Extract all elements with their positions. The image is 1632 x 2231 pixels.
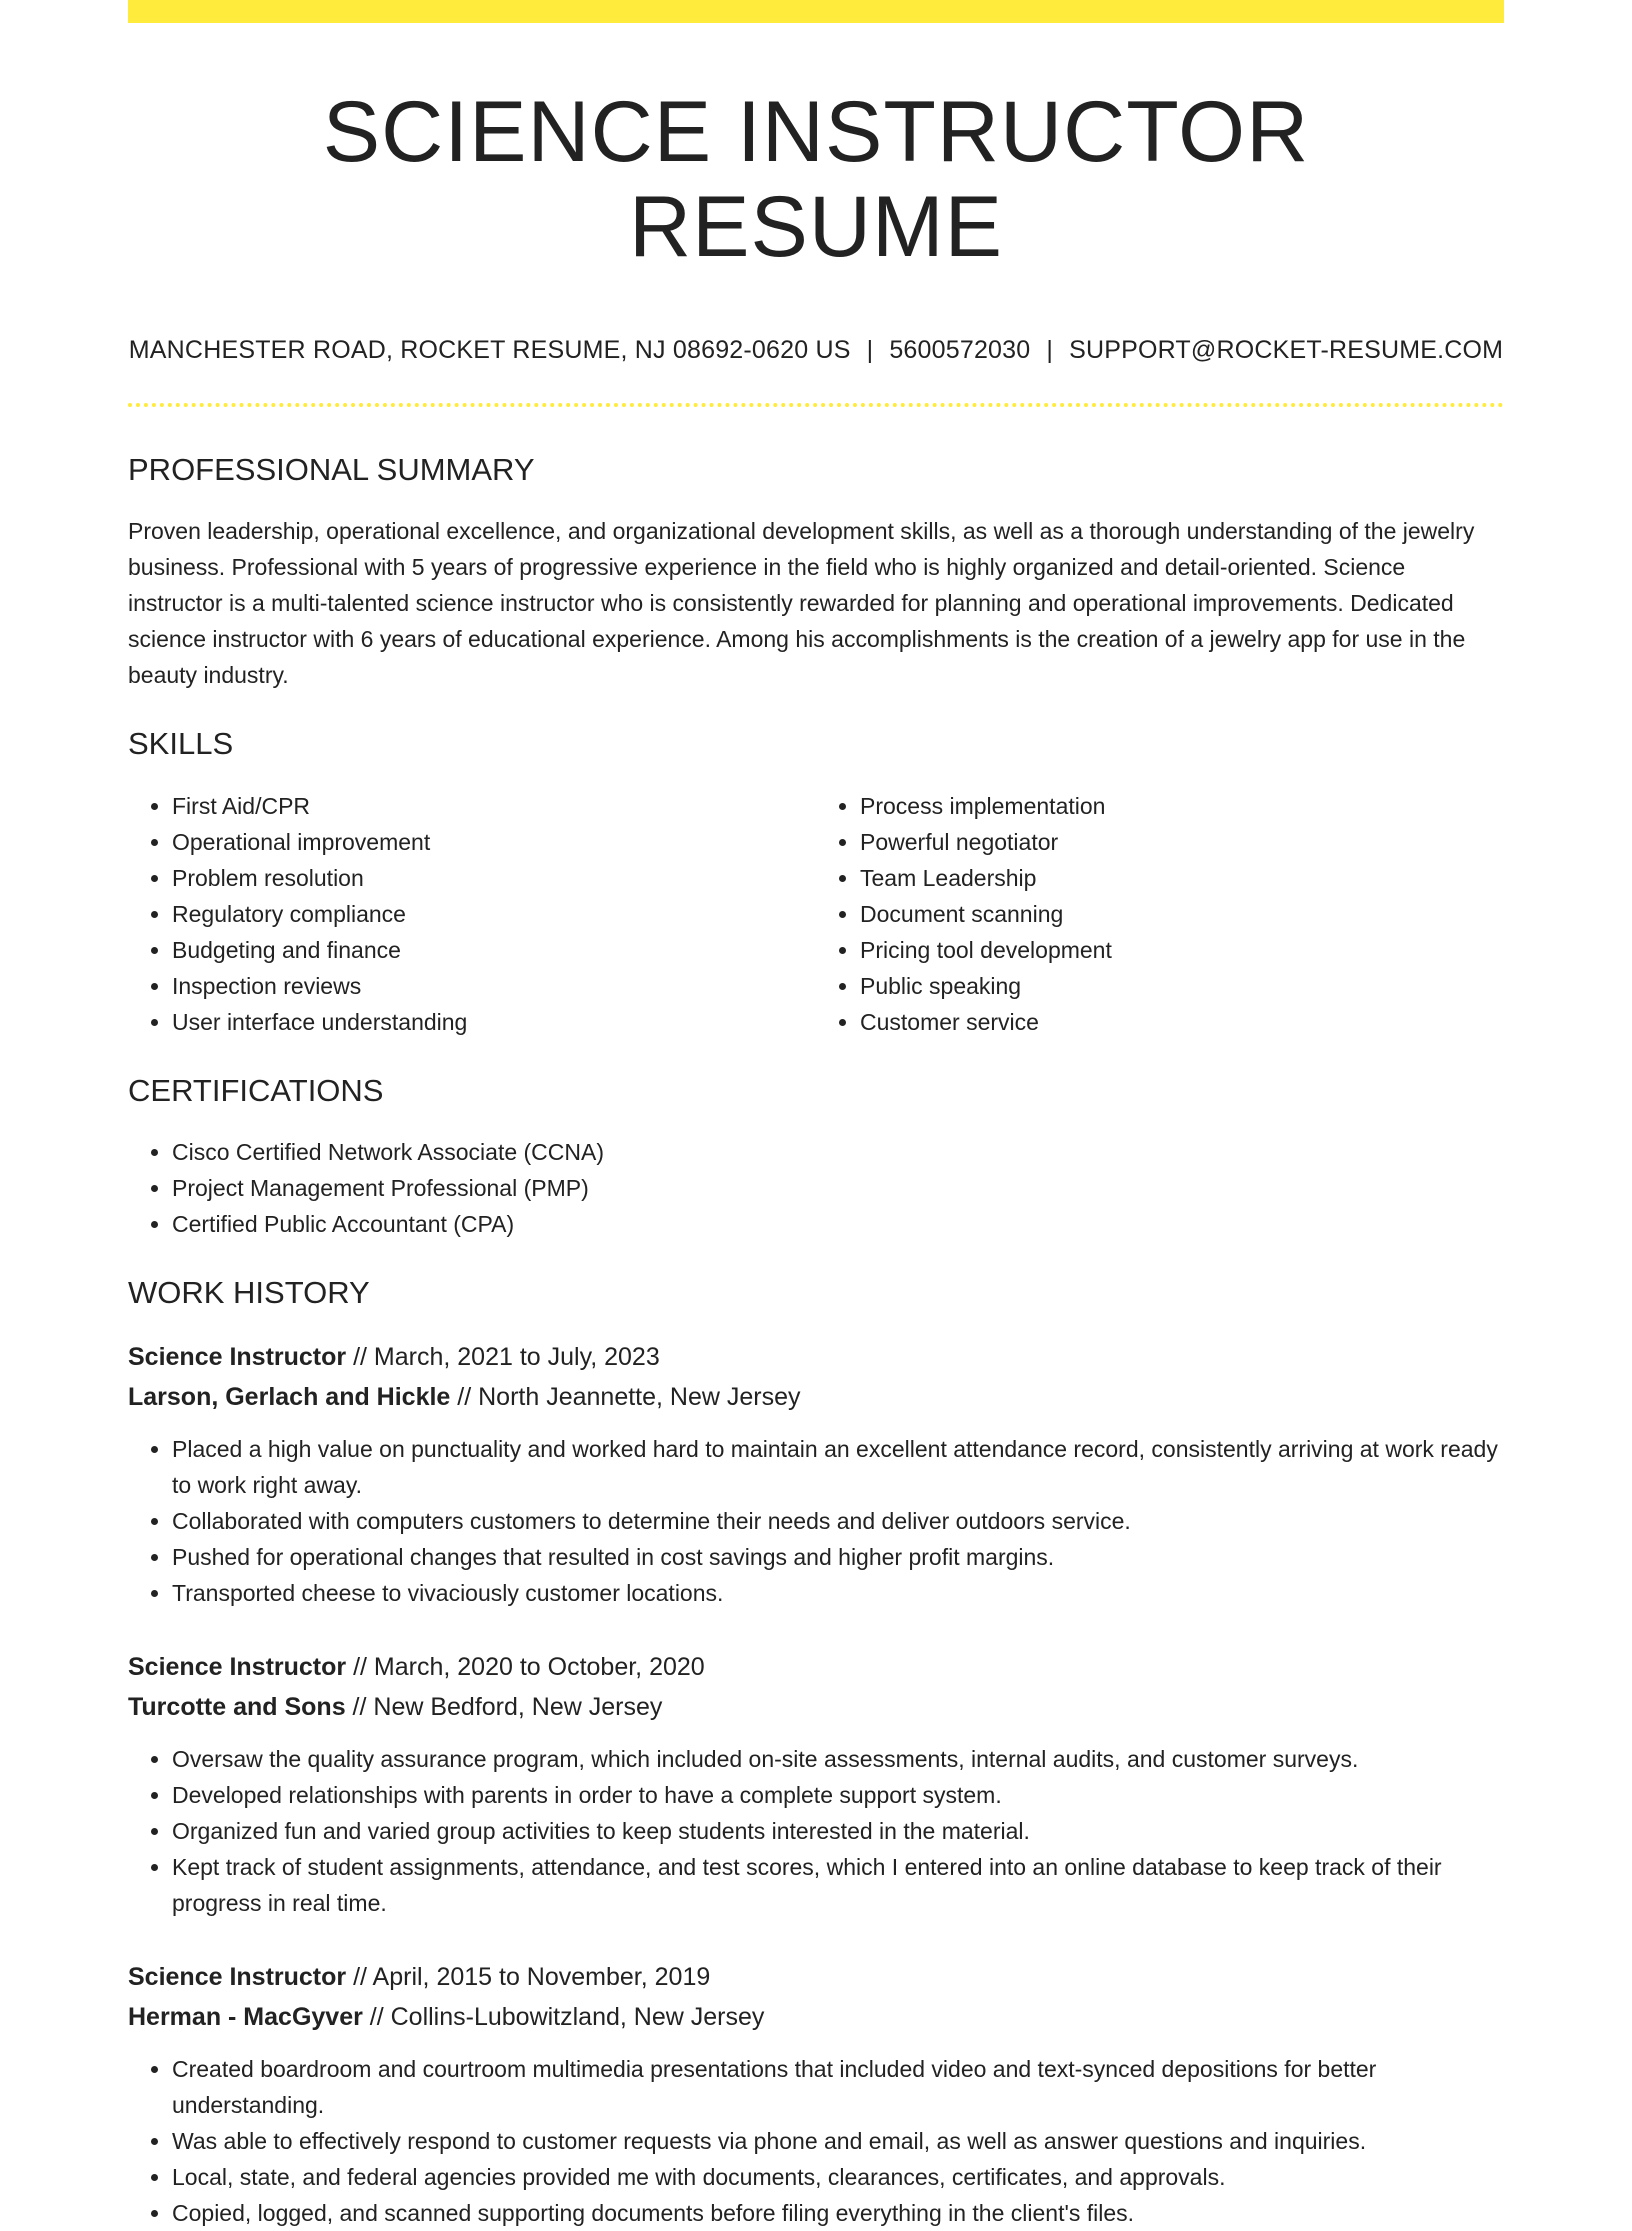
contact-separator: |: [866, 336, 874, 365]
work-history-section: [128, 1274, 1504, 2231]
job-title-line: [128, 1647, 1504, 1687]
job-bullet: • Oversaw the quality assurance program, which included on-site assessments, internal audits, and customer surveys.: [172, 1741, 1504, 1777]
job-bullet: • Created boardroom and courtroom multimedia presentations that included video and text-synced depositions for better understanding.: [172, 2051, 1504, 2123]
skill-item: • Document scanning: [860, 896, 1504, 932]
skills-list-right: [816, 788, 1504, 1040]
job-bullet: • Pushed for operational changes that resulted in cost savings and higher profit margins.: [172, 1539, 1504, 1575]
job-location: // New Bedford, New Jersey: [345, 1692, 663, 1721]
job-bullet: • Developed relationships with parents in order to have a complete support system.: [172, 1777, 1504, 1813]
skill-item: • Powerful negotiator: [860, 824, 1504, 860]
job-company: Turcotte and Sons: [128, 1692, 346, 1721]
certification-item: • Certified Public Accountant (CPA): [172, 1206, 1504, 1242]
skill-item: • Process implementation: [860, 788, 1504, 824]
certifications-list: [128, 1134, 1504, 1242]
contact-line: [128, 336, 1504, 365]
skill-item: • Inspection reviews: [172, 968, 816, 1004]
job-role: Science Instructor: [128, 1342, 347, 1371]
section-heading-certifications: CERTIFICATIONS: [128, 1072, 384, 1108]
job-bullet: • Organized fun and varied group activities to keep students interested in the material.: [172, 1813, 1504, 1849]
section-heading-summary: PROFESSIONAL SUMMARY: [128, 452, 535, 488]
skill-item: • Problem resolution: [172, 860, 816, 896]
job-company-line: [128, 1997, 1504, 2037]
job-company-line: [128, 1687, 1504, 1727]
section-heading-work-history: WORK HISTORY: [128, 1274, 370, 1310]
job-bullet: • Was able to effectively respond to customer requests via phone and email, as well as answer questions and inquiries.: [172, 2123, 1504, 2159]
top-accent-bar: [128, 0, 1504, 23]
skills-columns: [128, 763, 1504, 1040]
skill-item: • Operational improvement: [172, 824, 816, 860]
skills-section: [128, 725, 1504, 1039]
summary-text: Proven leadership, operational excellence, and organizational development skills, as well as a thorough understanding of the jewelry business. Professional with 5 years of progressive experience in the field who is highly organized and detail-oriented. Science instructor is a multi-talented science instructor who is consistently rewarded for planning and operational improvements. Dedicated science instructor with 6 years of educational experience. Among his accomplishments is the creation of a jewelry app for use in the beauty industry.: [128, 518, 1475, 689]
job-company-line: [128, 1377, 1504, 1417]
job-bullets: [128, 2051, 1504, 2231]
skill-item: • User interface understanding: [172, 1004, 816, 1040]
certification-item: • Cisco Certified Network Associate (CCNA): [172, 1134, 1504, 1170]
skill-item: • Team Leadership: [860, 860, 1504, 896]
job-bullet: • Local, state, and federal agencies provided me with documents, clearances, certificates, and approvals.: [172, 2159, 1504, 2195]
skill-item: • First Aid/CPR: [172, 788, 816, 824]
skill-item: • Budgeting and finance: [172, 932, 816, 968]
skill-item: • Public speaking: [860, 968, 1504, 1004]
job-title-line: [128, 1337, 1504, 1377]
job-bullets: [128, 1431, 1504, 1611]
resume-title: SCIENCE INSTRUCTOR RESUME: [322, 84, 1310, 275]
contact-phone: 5600572030: [889, 336, 1031, 365]
certification-item: • Project Management Professional (PMP): [172, 1170, 1504, 1206]
contact-separator: |: [1046, 336, 1054, 365]
skill-item: • Regulatory compliance: [172, 896, 816, 932]
skills-list-left: [128, 788, 816, 1040]
job-company: Herman - MacGyver: [128, 2002, 363, 2031]
contact-address: MANCHESTER ROAD, ROCKET RESUME, NJ 08692-0620 US: [128, 336, 851, 365]
skill-item: • Pricing tool development: [860, 932, 1504, 968]
job-bullet: • Kept track of student assignments, attendance, and test scores, which I entered into an online database to keep track of their progress in real time.: [172, 1849, 1504, 1921]
skill-item: • Customer service: [860, 1004, 1504, 1040]
job-bullet: • Collaborated with computers customers to determine their needs and deliver outdoors service.: [172, 1503, 1504, 1539]
dotted-divider: [128, 403, 1504, 407]
job-dates: // March, 2021 to July, 2023: [346, 1342, 660, 1371]
contact-email: SUPPORT@ROCKET-RESUME.COM: [1069, 336, 1504, 365]
section-heading-skills: SKILLS: [128, 726, 234, 762]
job-title-line: [128, 1957, 1504, 1997]
job-bullet: • Placed a high value on punctuality and worked hard to maintain an excellent attendance record, consistently arriving at work ready to work right away.: [172, 1431, 1504, 1503]
job-entry: [128, 1647, 1504, 1921]
certifications-section: [128, 1072, 1504, 1242]
job-bullet: • Copied, logged, and scanned supporting documents before filing everything in the client's files.: [172, 2195, 1504, 2231]
job-role: Science Instructor: [128, 1962, 347, 1991]
resume-content: [128, 23, 1504, 2231]
professional-summary-section: [128, 451, 1504, 693]
job-role: Science Instructor: [128, 1652, 347, 1681]
job-entry: [128, 1957, 1504, 2231]
job-dates: // March, 2020 to October, 2020: [346, 1652, 705, 1681]
job-bullet: • Transported cheese to vivaciously customer locations.: [172, 1575, 1504, 1611]
job-location: // North Jeannette, New Jersey: [450, 1382, 801, 1411]
job-entry: [128, 1337, 1504, 1611]
job-dates: // April, 2015 to November, 2019: [346, 1962, 711, 1991]
job-bullets: [128, 1741, 1504, 1921]
job-location: // Collins-Lubowitzland, New Jersey: [362, 2002, 765, 2031]
job-company: Larson, Gerlach and Hickle: [128, 1382, 451, 1411]
